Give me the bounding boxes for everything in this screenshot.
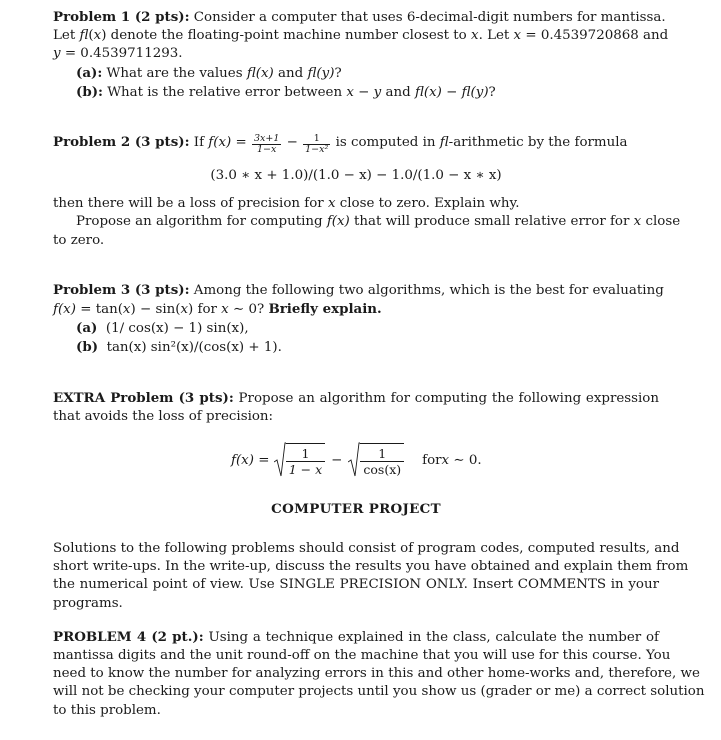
problem-1-part-b: (b): What is the relative error between x − y and fl(x) − fl(y)? — [76, 83, 496, 100]
problem-3-part-b: (b) tan(x) sin²(x)/(cos(x) + 1). — [76, 339, 282, 356]
problem-1-line-2: Let fl(x) denote the floating-point machine number closest to x. Let x = 0.4539720868 and — [53, 28, 669, 44]
problem-2-line-4: Propose an algorithm for computing f(x) that will produce small relative error for x close — [76, 214, 681, 230]
project-title: COMPUTER PROJECT — [271, 501, 441, 518]
problem-1-line-3: y = 0.4539711293. — [53, 46, 183, 62]
fraction-1: $\frac{3x+1}{1-x}$ — [254, 133, 280, 156]
problem-3-line-2: f(x) = tan(x) − sin(x) for x ∼ 0? Briefly explain. — [53, 301, 382, 318]
problem-3-heading: Problem 3 (3 pts): — [53, 281, 190, 298]
project-line-4: programs. — [53, 595, 123, 611]
problem-4-line-1: PROBLEM 4 (2 pt.): Using a technique explained in the class, calculate the number of — [53, 628, 659, 645]
extra-problem — [53, 389, 659, 486]
problem-1 — [53, 8, 669, 102]
project-line-2: short write-ups. In the write-up, discuss the results you have obtained and explain them from — [53, 559, 689, 575]
problem-4-heading: PROBLEM 4 (2 pt.): — [53, 628, 204, 645]
problem-2-line-5: to zero. — [53, 232, 105, 248]
problem-4-line-3: need to know the number for analyzing errors in this and other home-works and, therefore, we — [53, 666, 700, 682]
problem-3-line-1: Problem 3 (3 pts): Among the following two algorithms, which is the best for evaluating — [53, 281, 664, 298]
problem-4 — [53, 628, 705, 720]
assignment-page — [53, 8, 705, 720]
sqrt-term-2: $\frac{1}{\cos(x)}$ — [348, 442, 404, 478]
problem-3-part-a: (a) (1/ cos(x) − 1) sin(x), — [76, 320, 249, 337]
sqrt-term-1: $\frac{1}{1 - x}$ — [274, 442, 325, 478]
problem-2 — [53, 133, 681, 250]
problem-2-formula: (3.0 ∗ x + 1.0)/(1.0 − x) − 1.0/(1.0 − x ∗ x) — [210, 168, 502, 184]
problem-1-part-a: (a): What are the values fl(x) and fl(y)? — [76, 64, 342, 81]
extra-problem-heading: EXTRA Problem (3 pts): — [53, 389, 234, 406]
problem-4-line-5: to this problem. — [53, 702, 161, 718]
problem-2-heading: Problem 2 (3 pts): — [53, 134, 190, 151]
project-line-1: Solutions to the following problems should consist of program codes, computed results, and — [53, 541, 680, 557]
sqrt-symbol-2 — [348, 442, 360, 478]
sqrt-symbol-1 — [274, 442, 286, 478]
computer-project — [53, 501, 689, 613]
problem-3 — [53, 281, 664, 358]
problem-1-heading: Problem 1 (2 pts): — [53, 9, 190, 25]
problem-1-line-1: Problem 1 (2 pts): Consider a computer that uses 6-decimal-digit numbers for mantissa. — [53, 9, 666, 25]
extra-formula: f(x) = $\frac{1}{1 - x}$ − $\frac{1}{\cos(x)}$ for x ∼ 0. — [53, 426, 659, 486]
extra-problem-line-2: that avoids the loss of precision: — [53, 408, 274, 424]
fraction-2: $\frac{1}{\text{1−x²}}$ — [305, 133, 329, 156]
problem-4-line-4: will not be checking your computer projects until you show us (grader or me) a correct solution — [53, 684, 705, 700]
problem-2-line-1: Problem 2 (3 pts): If f(x) = $\frac{3x+1}{1-x}$ − $\frac{1}{\text{1−x²}}$ is computed in fl-arithmetic by the formula — [53, 133, 628, 156]
problem-4-line-2: mantissa digits and the unit round-off on the machine that you will use for this course. You — [53, 648, 671, 664]
project-line-3: the numerical point of view. Use SINGLE PRECISION ONLY. Insert COMMENTS in your — [53, 577, 659, 593]
problem-2-line-3: then there will be a loss of precision for x close to zero. Explain why. — [53, 196, 520, 212]
extra-problem-line-1: EXTRA Problem (3 pts): Propose an algorithm for computing the following expression — [53, 389, 659, 406]
